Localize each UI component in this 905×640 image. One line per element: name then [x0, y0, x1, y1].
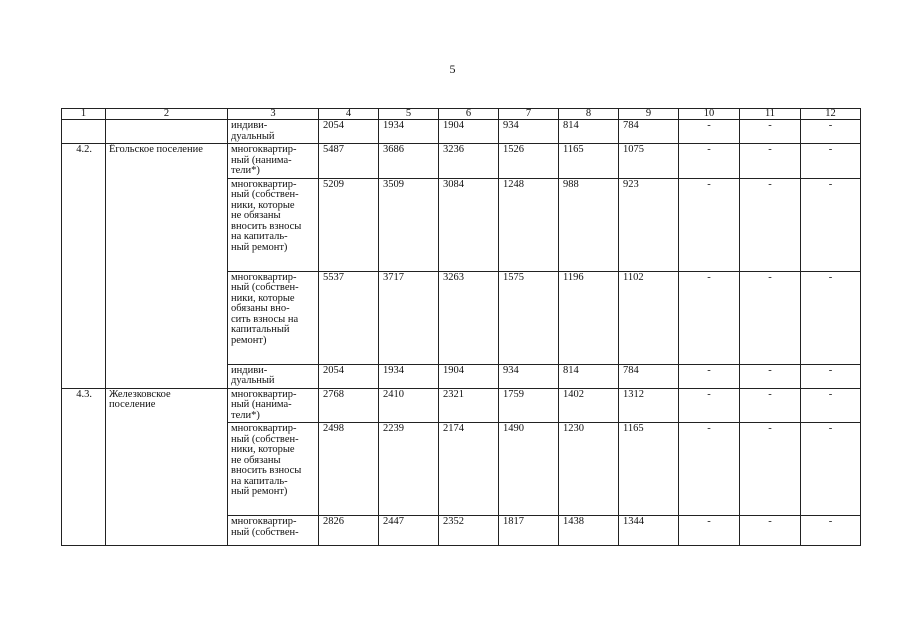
item-number-cell: 4.2. — [62, 144, 106, 389]
dash-cell: - — [801, 178, 861, 271]
value-cell: 2174 — [439, 423, 499, 516]
settlement-name: Железковское поселение — [109, 388, 171, 410]
value-cell: 934 — [499, 120, 559, 144]
dash-cell: - — [679, 423, 740, 516]
building-type-cell — [228, 271, 319, 364]
value-cell: 1344 — [619, 516, 679, 546]
value-cell: 1196 — [559, 271, 619, 364]
column-number: 11 — [740, 109, 801, 120]
dash-cell: - — [801, 423, 861, 516]
value-cell: 3717 — [379, 271, 439, 364]
value-cell: 1402 — [559, 388, 619, 423]
value-cell: 2768 — [319, 388, 379, 423]
value-cell: 3084 — [439, 178, 499, 271]
dash-cell: - — [679, 364, 740, 388]
value-cell: 1759 — [499, 388, 559, 423]
value-cell: 5209 — [319, 178, 379, 271]
value-cell: 1165 — [619, 423, 679, 516]
value-cell: 784 — [619, 120, 679, 144]
value-cell: 1248 — [499, 178, 559, 271]
building-type-text: многоквартир- ный (нанима- тели*) — [231, 388, 297, 421]
value-cell: 923 — [619, 178, 679, 271]
item-number-cell: 4.3. — [62, 388, 106, 546]
value-cell: 2239 — [379, 423, 439, 516]
tariff-table — [61, 108, 861, 546]
value-cell: 2054 — [319, 364, 379, 388]
value-cell: 1526 — [499, 144, 559, 179]
value-cell: 3686 — [379, 144, 439, 179]
dash-cell: - — [740, 144, 801, 179]
value-cell: 1817 — [499, 516, 559, 546]
column-number: 8 — [559, 109, 619, 120]
column-number: 1 — [62, 109, 106, 120]
dash-cell: - — [679, 271, 740, 364]
column-number-row — [62, 109, 861, 120]
value-cell: 1438 — [559, 516, 619, 546]
building-type-cell — [228, 364, 319, 388]
column-number: 10 — [679, 109, 740, 120]
dash-cell: - — [740, 516, 801, 546]
dash-cell: - — [801, 120, 861, 144]
value-cell: 988 — [559, 178, 619, 271]
building-type-text: многоквартир- ный (собствен- ники, которые не обязаны вносить взносы на капиталь- ный ремонт) — [231, 423, 302, 497]
dash-cell: - — [801, 364, 861, 388]
settlement-name-cell — [106, 388, 228, 546]
value-cell: 2054 — [319, 120, 379, 144]
dash-cell: - — [740, 271, 801, 364]
value-cell: 2321 — [439, 388, 499, 423]
dash-cell: - — [740, 120, 801, 144]
table-body — [62, 109, 861, 546]
building-type-text: индиви- дуальный — [231, 120, 275, 142]
item-number-cell — [62, 120, 106, 144]
value-cell: 1102 — [619, 271, 679, 364]
value-cell: 5487 — [319, 144, 379, 179]
building-type-cell — [228, 120, 319, 144]
column-number: 2 — [106, 109, 228, 120]
settlement-cell — [106, 120, 228, 144]
value-cell: 1934 — [379, 364, 439, 388]
value-cell: 1490 — [499, 423, 559, 516]
value-cell: 1934 — [379, 120, 439, 144]
building-type-cell — [228, 516, 319, 546]
column-number: 3 — [228, 109, 319, 120]
column-number: 9 — [619, 109, 679, 120]
table-row — [62, 120, 861, 144]
dash-cell: - — [679, 516, 740, 546]
value-cell: 3236 — [439, 144, 499, 179]
building-type-text: многоквартир- ный (собствен- ники, которые не обязаны вносить взносы на капиталь- ный ремонт) — [231, 178, 302, 253]
value-cell: 934 — [499, 364, 559, 388]
value-cell: 1165 — [559, 144, 619, 179]
building-type-cell — [228, 423, 319, 516]
dash-cell: - — [801, 271, 861, 364]
settlement-name: Ёгольское поселение — [109, 144, 203, 155]
value-cell: 1230 — [559, 423, 619, 516]
value-cell: 1904 — [439, 364, 499, 388]
value-cell: 784 — [619, 364, 679, 388]
dash-cell: - — [679, 388, 740, 423]
page-number: 5 — [449, 62, 456, 76]
value-cell: 2410 — [379, 388, 439, 423]
dash-cell: - — [679, 144, 740, 179]
value-cell: 3263 — [439, 271, 499, 364]
settlement-name-cell — [106, 144, 228, 389]
table-row — [62, 388, 861, 423]
dash-cell: - — [740, 178, 801, 271]
value-cell: 1575 — [499, 271, 559, 364]
column-number: 12 — [801, 109, 861, 120]
building-type-cell — [228, 144, 319, 179]
building-type-text: многоквартир- ный (нанима- тели*) — [231, 144, 297, 176]
value-cell: 814 — [559, 364, 619, 388]
value-cell: 1904 — [439, 120, 499, 144]
dash-cell: - — [740, 364, 801, 388]
dash-cell: - — [740, 423, 801, 516]
dash-cell: - — [740, 388, 801, 423]
dash-cell: - — [679, 178, 740, 271]
dash-cell: - — [801, 516, 861, 546]
value-cell: 1312 — [619, 388, 679, 423]
value-cell: 3509 — [379, 178, 439, 271]
dash-cell: - — [801, 144, 861, 179]
column-number: 6 — [439, 109, 499, 120]
dash-cell: - — [679, 120, 740, 144]
value-cell: 2826 — [319, 516, 379, 546]
building-type-text: многоквартир- ный (собствен- — [231, 516, 299, 538]
column-number: 5 — [379, 109, 439, 120]
value-cell: 2352 — [439, 516, 499, 546]
value-cell: 2447 — [379, 516, 439, 546]
value-cell: 1075 — [619, 144, 679, 179]
building-type-cell — [228, 178, 319, 271]
building-type-text: многоквартир- ный (собствен- ники, которые обязаны вно- сить взносы на капитальный ремонт) — [231, 271, 299, 346]
value-cell: 814 — [559, 120, 619, 144]
value-cell: 2498 — [319, 423, 379, 516]
column-number: 4 — [319, 109, 379, 120]
building-type-cell — [228, 388, 319, 423]
column-number: 7 — [499, 109, 559, 120]
value-cell: 5537 — [319, 271, 379, 364]
building-type-text: индиви- дуальный — [231, 364, 275, 386]
dash-cell: - — [801, 388, 861, 423]
table-row — [62, 144, 861, 179]
